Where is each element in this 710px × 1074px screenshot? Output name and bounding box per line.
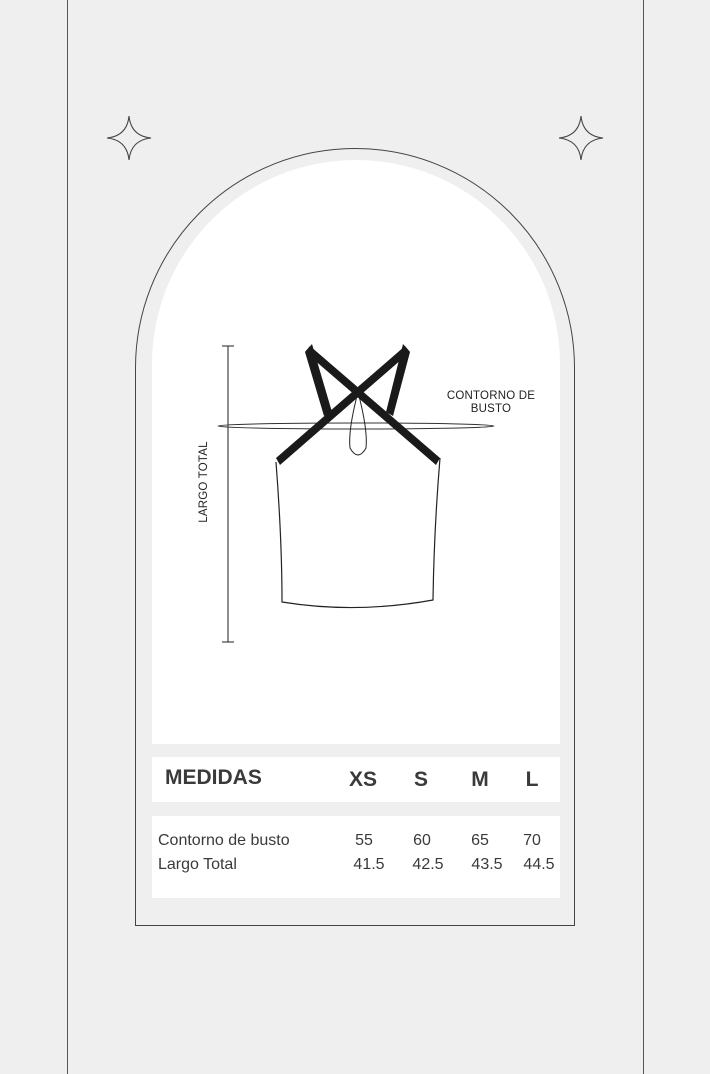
cell-value: 60 — [413, 832, 431, 849]
size-s: S — [413, 768, 428, 791]
cell-value: 55 — [355, 832, 373, 849]
garment-body — [276, 458, 440, 608]
size-table-body — [152, 816, 560, 898]
size-l: L — [525, 768, 539, 791]
sparkle-icon — [557, 114, 605, 162]
cell-value: 70 — [523, 832, 541, 849]
row-label: Largo Total — [158, 856, 237, 873]
bust-label: CONTORNO DE BUSTO — [446, 390, 536, 415]
frame-line-right — [643, 0, 644, 1074]
cell-value: 44.5 — [523, 856, 555, 873]
cell-value: 65 — [471, 832, 489, 849]
cell-value: 42.5 — [412, 856, 444, 873]
cell-value: 41.5 — [353, 856, 385, 873]
cell-value: 43.5 — [471, 856, 503, 873]
length-measure-line — [222, 346, 234, 642]
sparkle-icon — [105, 114, 153, 162]
row-label: Contorno de busto — [158, 832, 290, 849]
bust-measure-line — [218, 423, 494, 429]
length-label: LARGO TOTAL — [198, 441, 210, 523]
size-xs: XS — [348, 768, 377, 791]
frame-line-left — [67, 0, 68, 1074]
size-table-header — [152, 757, 560, 802]
garment-diagram — [180, 330, 520, 650]
table-title: MEDIDAS — [165, 766, 262, 789]
size-m: M — [471, 768, 489, 791]
